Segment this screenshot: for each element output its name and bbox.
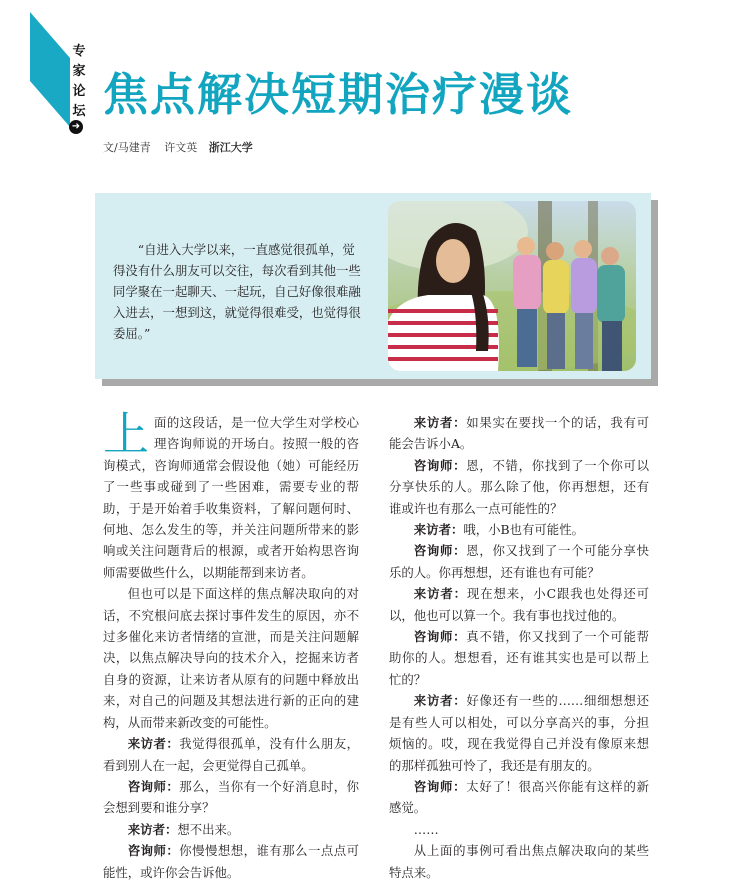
intro-text: 面的这段话，是一位大学生对学校心理咨询师说的开场白。按照一般的咨询模式，咨询师通常会假设他（她）可能经历了一些事或碰到了一些困难，需要专业的帮助，于是开始着手收集资料，了解问题何时、何地、怎么发生的等，并关注问题所带来的影响或关注问题背后的根源，或者开始构思咨询师需要做些什么，以期能帮到来访者。 bbox=[103, 415, 359, 580]
dialog-line bbox=[103, 733, 359, 776]
intro-paragraph bbox=[103, 407, 359, 583]
second-paragraph: 但也可以是下面这样的焦点解决取向的对话，不究根问底去探讨事件发生的原因，亦不过多催化来访者情绪的宣泄，而是关注问题解决，以焦点解决导向的技术介入，挖掘来访者自身的资源，让来访者从原有的问题中释放出来，对自己的问题及其想法进行新的正向的建构，从而带来新改变的可能性。 bbox=[103, 586, 359, 730]
speaker-label: 来访者： bbox=[127, 821, 178, 837]
speaker-label: 咨询师： bbox=[127, 778, 180, 794]
dialog-text: 我觉得很孤单，没有什么朋友，看到别人在一起，会更觉得自己孤单。 bbox=[103, 736, 360, 773]
article-column-left bbox=[103, 407, 360, 883]
article-title: 焦点解决短期治疗漫谈 bbox=[103, 68, 574, 121]
speaker-label: 咨询师： bbox=[127, 843, 180, 859]
dialog-text: 现在想来，小C跟我也处得还可以，他也可以算一个。我有事也找过他的。 bbox=[389, 586, 650, 623]
section-tab-marker bbox=[30, 12, 70, 127]
speaker-label: 来访者： bbox=[413, 693, 467, 709]
article-column-right bbox=[389, 412, 649, 883]
dialog-text: 真不错，你又找到了一个可能帮助你的人。想想看，还有谁其实也是可以帮上忙的？ bbox=[389, 629, 650, 687]
speaker-label: 咨询师： bbox=[413, 457, 467, 473]
dialog-line bbox=[389, 519, 649, 540]
speaker-label: 来访者： bbox=[413, 522, 464, 538]
dialog-line bbox=[389, 626, 649, 690]
speaker-label: 来访者： bbox=[413, 586, 467, 602]
dialog-text: 如果实在要找一个的话，我有可能会告诉小A。 bbox=[389, 415, 650, 452]
dialog-line bbox=[389, 412, 649, 455]
author-primary: 文/马建青 bbox=[103, 141, 151, 154]
speaker-label: 咨询师： bbox=[413, 629, 467, 645]
speaker-label: 来访者： bbox=[127, 736, 180, 752]
section-label bbox=[70, 42, 88, 122]
speaker-label: 咨询师： bbox=[413, 778, 467, 794]
byline bbox=[103, 139, 253, 155]
dialog-text: 恩，你又找到了一个可能分享快乐的人。你再想想，还有谁也有可能？ bbox=[389, 543, 650, 580]
dialog-line bbox=[103, 776, 359, 819]
dialog-line bbox=[389, 583, 649, 626]
dialog-line bbox=[389, 690, 649, 776]
dialog-text: 太好了！很高兴你能有这样的新感觉。 bbox=[389, 778, 650, 816]
closing-paragraph: 从上面的事例可看出焦点解决取向的某些特点来。 bbox=[389, 843, 649, 880]
students-illustration bbox=[388, 201, 636, 371]
speaker-label: 咨询师： bbox=[413, 543, 467, 559]
section-char: 家 bbox=[72, 64, 86, 79]
dialog-text: 你慢慢想想，谁有那么一点点可能性，或许你会告诉他。 bbox=[103, 843, 360, 880]
author-secondary: 许文英 bbox=[164, 141, 198, 154]
dialog-line bbox=[103, 819, 359, 840]
author-affiliation: 浙江大学 bbox=[208, 141, 253, 154]
arrow-right-icon: ➜ bbox=[69, 120, 83, 134]
dialog-text: 那么，当你有一个好消息时，你会想到要和谁分享？ bbox=[103, 778, 360, 816]
dialog-text: 好像还有一些的……细细想想还是有些人可以相处，可以分享高兴的事，分担烦恼的。哎，现在我觉得自己并没有像原来想的那样孤独可怜了，我还是有朋友的。 bbox=[389, 693, 650, 773]
dialog-line bbox=[103, 840, 359, 883]
quote-box bbox=[95, 193, 651, 379]
section-char: 论 bbox=[72, 84, 86, 99]
ellipsis: …… bbox=[413, 821, 439, 837]
dialog-text: 哦，小B也有可能性。 bbox=[463, 522, 584, 538]
section-char: 专 bbox=[72, 44, 86, 59]
dialog-line bbox=[389, 540, 649, 583]
drop-cap: 上 bbox=[103, 407, 149, 461]
opening-quote: “自进入大学以来，一直感觉很孤单，觉得没有什么朋友可以交往，每次看到其他一些同学聚在一起聊天、一起玩，自己好像很难融入进去，一想到这，就觉得很难受，也觉得很委屈。” bbox=[113, 242, 361, 341]
students-photo bbox=[388, 201, 636, 371]
section-char: 坛 bbox=[72, 104, 86, 119]
dialog-line bbox=[389, 455, 649, 519]
dialog-text: 想不出来。 bbox=[177, 821, 240, 837]
speaker-label: 来访者： bbox=[413, 415, 467, 430]
dialog-text: 恩，不错，你找到了一个你可以分享快乐的人。那么除了他，你再想想，还有谁或许也有那么一点可能性的？ bbox=[389, 457, 650, 516]
dialog-line bbox=[389, 776, 649, 819]
